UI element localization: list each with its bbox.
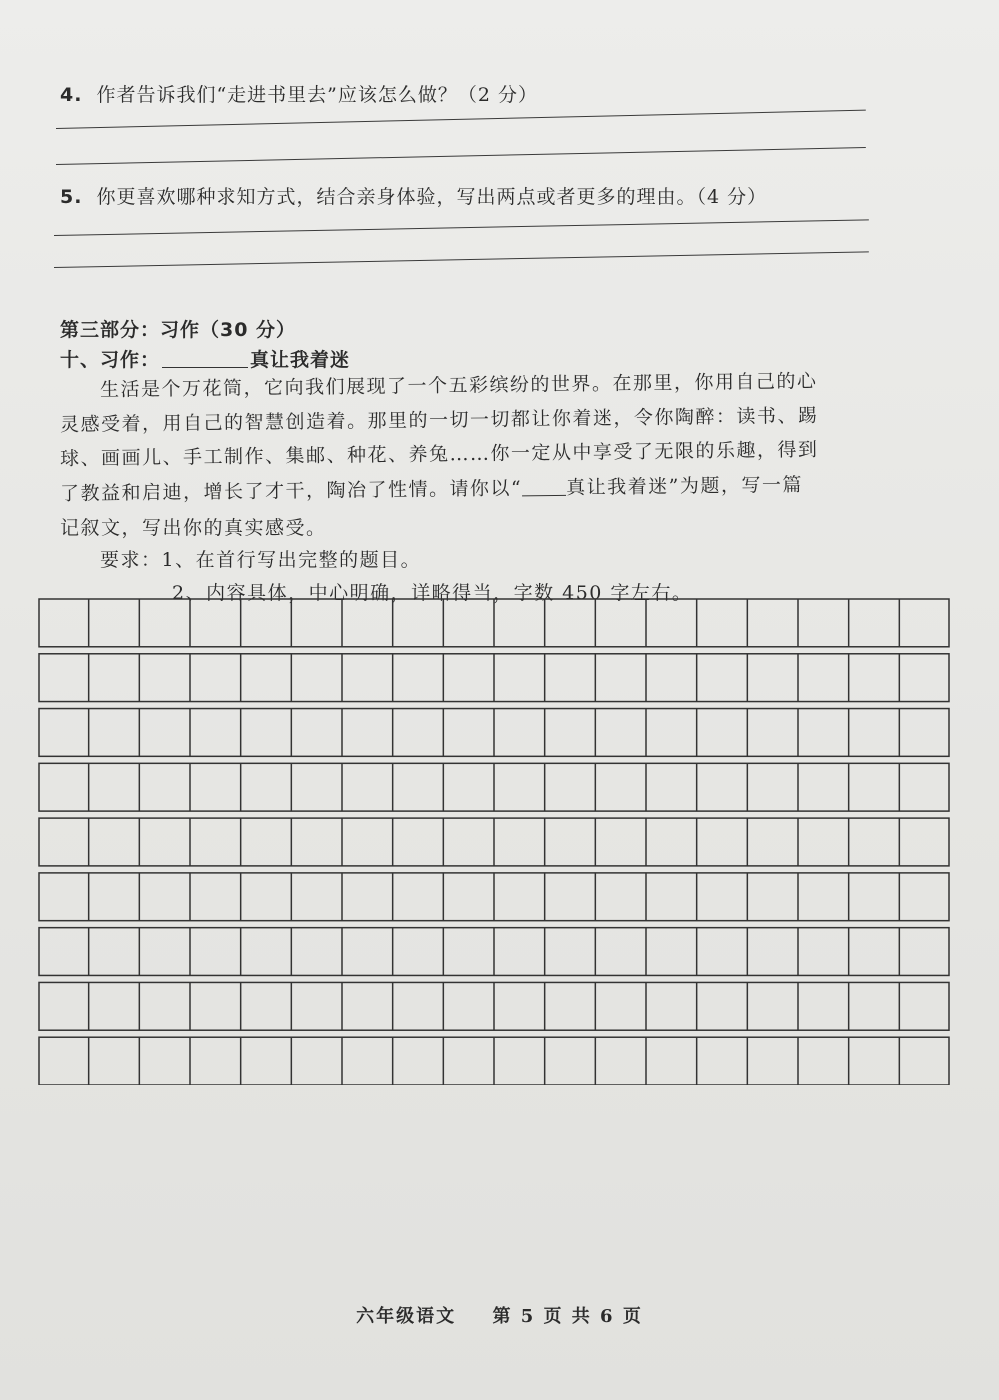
question-number: 5. xyxy=(60,186,83,208)
prompt-line: 球、画画儿、手工制作、集邮、种花、养兔……你一定从中享受了无限的乐趣，得到 xyxy=(59,438,819,470)
inline-blank xyxy=(522,479,566,497)
answer-line[interactable] xyxy=(54,251,869,268)
question-text: 你更喜欢哪种求知方式，结合亲身体验，写出两点或者更多的理由。（4 分） xyxy=(96,186,768,208)
task-prefix: 十、习作： xyxy=(60,349,161,371)
writing-grid[interactable] xyxy=(38,598,950,1085)
requirement-1: 要求：1、在首行写出完整的题目。 xyxy=(100,549,422,571)
question-4 xyxy=(60,80,538,107)
requirement-2: 2、内容具体，中心明确，详略得当，字数 450 字左右。 xyxy=(172,582,693,604)
answer-line[interactable] xyxy=(56,147,866,165)
page-footer xyxy=(0,1302,999,1328)
prompt-line: 记叙文，写出你的真实感受。 xyxy=(60,517,327,539)
prompt-line xyxy=(60,470,803,506)
question-text: 作者告诉我们“走进书里去”应该怎么做？（2 分） xyxy=(96,84,539,106)
answer-line[interactable] xyxy=(56,110,866,129)
prompt-text: 真让我着迷”为题，写一篇 xyxy=(566,473,804,499)
writing-task-title xyxy=(60,345,350,372)
task-suffix: 真让我着迷 xyxy=(250,349,351,371)
answer-line[interactable] xyxy=(54,219,869,236)
footer-subject: 六年级语文 xyxy=(356,1306,457,1327)
title-blank[interactable] xyxy=(162,349,248,368)
prompt-text: 了教益和启迪，增长了才干，陶冶了性情。请你以“ xyxy=(59,477,523,505)
question-number: 4. xyxy=(60,84,83,106)
footer-page-number: 第 5 页 共 6 页 xyxy=(492,1306,643,1327)
question-5 xyxy=(60,182,767,209)
prompt-line: 灵感受着，用自己的智慧创造着。那里的一切一切都让你着迷，令你陶醉：读书、踢 xyxy=(59,404,819,436)
section-title: 第三部分：习作（30 分） xyxy=(60,319,297,341)
prompt-line: 生活是个万花筒，它向我们展现了一个五彩缤纷的世界。在那里，你用自己的心 xyxy=(99,370,818,401)
